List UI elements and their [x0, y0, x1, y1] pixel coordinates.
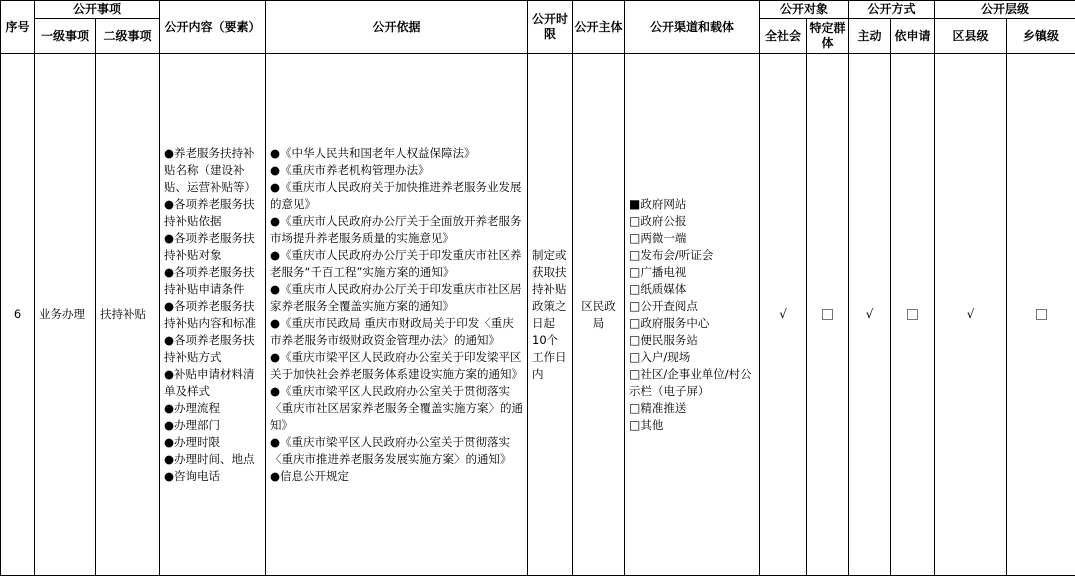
channel-label: 两微一端 — [640, 230, 687, 245]
channel-item — [629, 315, 755, 332]
row-seq: 6 — [1, 54, 35, 576]
unchecked-box-icon: □ — [629, 366, 641, 381]
header-subject: 公开主体 — [573, 1, 625, 54]
table-row — [1, 54, 1075, 576]
channel-item — [629, 281, 755, 298]
basis-item: ●《重庆市人民政府办公厅关于印发重庆市社区居家养老服务全覆盖实施方案的通知》 — [270, 281, 522, 313]
row-time-limit: 制定或获取扶持补贴政策之日起10个工作日内 — [528, 54, 573, 576]
row-channels — [625, 54, 760, 576]
row-level2: 扶持补贴 — [96, 54, 160, 576]
channel-item — [629, 264, 755, 281]
channel-label: 社区/企事业单位/村公示栏（电子屏） — [629, 366, 752, 398]
channel-label: 政府公报 — [640, 213, 687, 228]
channel-item — [629, 247, 755, 264]
content-item: ●各项养老服务扶持补贴申请条件 — [164, 264, 255, 296]
channel-item — [629, 298, 755, 315]
header-row-1 — [1, 1, 1075, 19]
basis-item: ●《重庆市梁平区人民政府办公室关于印发梁平区关于加快社会养老服务体系建设实施方案的通知》 — [270, 349, 524, 381]
row-level1: 业务办理 — [35, 54, 96, 576]
check-mark-icon: √ — [865, 307, 874, 321]
channel-label: 广播电视 — [640, 264, 687, 279]
header-content: 公开内容（要素） — [160, 1, 266, 54]
channel-label: 精准推送 — [640, 400, 687, 415]
header-whole-society: 全社会 — [760, 19, 807, 54]
basis-item: ●《重庆市人民政府关于加快推进养老服务业发展的意见》 — [270, 179, 522, 211]
check-mark-icon: √ — [779, 307, 787, 321]
channel-item — [629, 400, 755, 417]
channel-item — [629, 213, 755, 230]
basis-item: ●《重庆市人民政府办公厅关于全面放开养老服务市场提升养老服务质量的实施意见》 — [270, 213, 522, 245]
row-content — [160, 54, 266, 576]
content-item: ●各项养老服务扶持补贴对象 — [164, 230, 255, 262]
channel-item — [629, 349, 755, 366]
unchecked-box-icon: □ — [629, 213, 641, 228]
header-county: 区县级 — [935, 19, 1007, 54]
row-township — [1007, 54, 1075, 576]
basis-item: ●《重庆市梁平区人民政府办公室关于贯彻落实〈重庆市社区居家养老服务全覆盖实施方案〉的通知》 — [270, 383, 524, 432]
empty-box-icon — [822, 309, 833, 320]
unchecked-box-icon: □ — [629, 264, 641, 279]
unchecked-box-icon: □ — [629, 332, 641, 347]
header-seq: 序号 — [1, 1, 35, 54]
channel-item — [629, 417, 755, 434]
content-item: ●各项养老服务扶持补贴方式 — [164, 332, 255, 364]
content-item: ●各项养老服务扶持补贴内容和标准 — [164, 298, 257, 330]
row-county — [935, 54, 1007, 576]
header-active: 主动 — [849, 19, 891, 54]
row-active — [849, 54, 891, 576]
content-item: ●办理时间、地点 — [164, 451, 255, 466]
basis-item: ●信息公开规定 — [270, 468, 350, 483]
header-basis: 公开依据 — [266, 1, 528, 54]
channel-label: 纸质媒体 — [640, 281, 687, 296]
unchecked-box-icon: □ — [629, 400, 641, 415]
channel-label: 政府服务中心 — [640, 315, 710, 330]
channel-label: 其他 — [640, 417, 664, 432]
channel-item — [629, 196, 755, 213]
channel-item — [629, 230, 755, 247]
header-method-group: 公开方式 — [849, 1, 935, 19]
unchecked-box-icon: □ — [629, 315, 641, 330]
content-item: ●办理流程 — [164, 400, 221, 415]
row-subject: 区民政局 — [573, 54, 625, 576]
header-level-group: 公开层级 — [935, 1, 1075, 19]
unchecked-box-icon: □ — [629, 230, 641, 245]
header-matter-group: 公开事项 — [35, 1, 160, 19]
basis-item: ●《重庆市人民政府办公厅关于印发重庆市社区养老服务“千百工程”实施方案的通知》 — [270, 247, 522, 279]
header-time-limit: 公开时限 — [528, 1, 573, 54]
empty-box-icon — [1036, 309, 1047, 320]
header-on-request: 依申请 — [891, 19, 935, 54]
content-item: ●办理部门 — [164, 417, 221, 432]
checked-box-icon: ■ — [629, 196, 641, 211]
basis-item: ●《重庆市梁平区人民政府办公室关于贯彻落实〈重庆市推进养老服务发展实施方案〉的通知》 — [270, 434, 512, 466]
unchecked-box-icon: □ — [629, 247, 641, 262]
channel-label: 入户/现场 — [640, 349, 691, 364]
channel-label: 便民服务站 — [640, 332, 698, 347]
basis-item: ●《重庆市民政局 重庆市财政局关于印发〈重庆市养老服务市级财政资金管理办法〉的通知》 — [270, 315, 514, 347]
channel-label: 政府网站 — [640, 196, 687, 211]
row-on-request — [891, 54, 935, 576]
row-basis — [266, 54, 528, 576]
channel-label: 公开查阅点 — [640, 298, 698, 313]
basis-item: ●《中华人民共和国老年人权益保障法》 — [270, 145, 476, 160]
header-level1: 一级事项 — [35, 19, 96, 54]
channel-label: 发布会/听证会 — [640, 247, 714, 262]
unchecked-box-icon: □ — [629, 281, 641, 296]
unchecked-box-icon: □ — [629, 298, 641, 313]
empty-box-icon — [907, 309, 918, 320]
content-item: ●各项养老服务扶持补贴依据 — [164, 196, 255, 228]
content-item: ●养老服务扶持补贴名称（建设补贴、运营补贴等） — [164, 145, 257, 194]
check-mark-icon: √ — [966, 307, 975, 321]
row-whole-society — [760, 54, 807, 576]
unchecked-box-icon: □ — [629, 349, 641, 364]
content-item: ●咨询电话 — [164, 468, 221, 483]
unchecked-box-icon: □ — [629, 417, 641, 432]
basis-item: ●《重庆市养老机构管理办法》 — [270, 162, 430, 177]
row-specific-group — [807, 54, 849, 576]
header-township: 乡镇级 — [1007, 19, 1075, 54]
content-item: ●补贴申请材料清单及样式 — [164, 366, 255, 398]
header-specific-group: 特定群体 — [807, 19, 849, 54]
header-target-group: 公开对象 — [760, 1, 849, 19]
content-item: ●办理时限 — [164, 434, 221, 449]
header-level2: 二级事项 — [96, 19, 160, 54]
channel-item — [629, 366, 755, 400]
channel-item — [629, 332, 755, 349]
header-channels: 公开渠道和载体 — [625, 1, 760, 54]
